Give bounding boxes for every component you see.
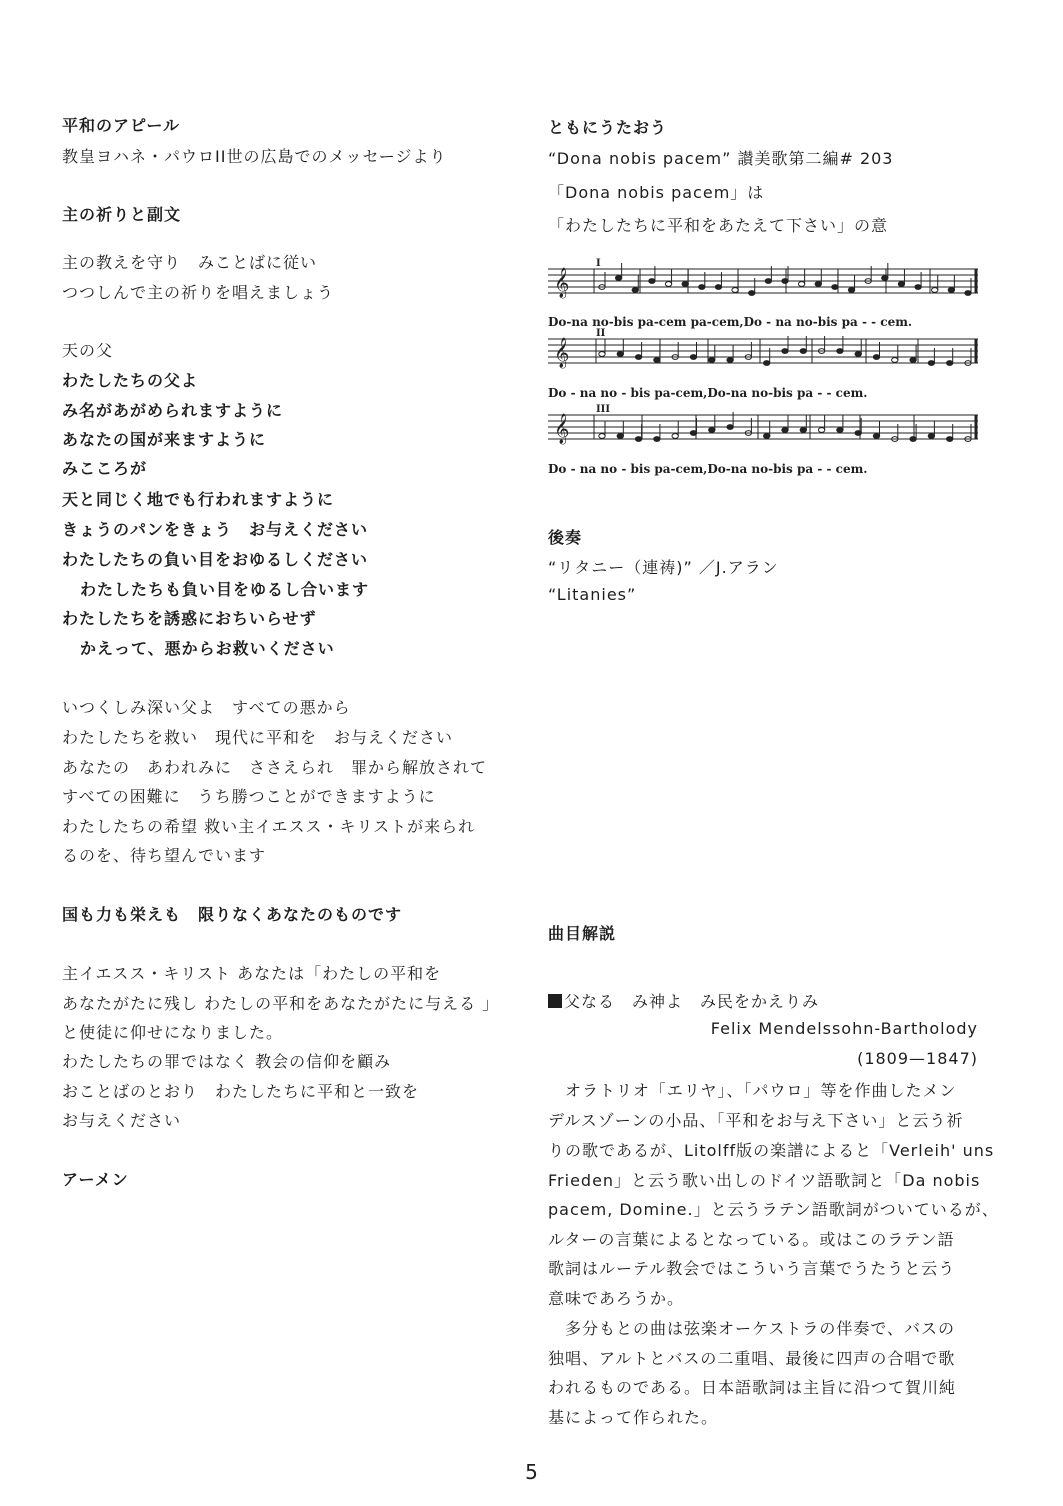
note-head xyxy=(800,349,806,354)
amen: アーメン xyxy=(62,1170,129,1189)
peace-prayer-line: と使徒に仰せになりました。 xyxy=(62,1023,284,1042)
notes-title: 曲目解説 xyxy=(548,924,617,943)
note-head xyxy=(947,437,953,442)
description-line: オラトリオ「エリヤ」、「パウロ」等を作曲したメン xyxy=(548,1081,957,1100)
description-line: われるものである。日本語歌詞は主旨に沿つて賀川純 xyxy=(548,1378,957,1397)
postlude-piece: “リタニー（連祷)” ／J.アラン xyxy=(548,558,779,577)
description-line: りの歌であるが、Litolff版の楽譜によると「Verleih' uns xyxy=(548,1141,995,1160)
note-head xyxy=(800,428,806,433)
note-head xyxy=(782,279,788,284)
note-head xyxy=(855,431,861,436)
prayer-title: 主の祈りと副文 xyxy=(62,205,182,224)
note-head xyxy=(932,288,938,293)
piece-title xyxy=(548,989,819,1012)
note-head xyxy=(690,355,696,360)
composer: Felix Mendelssohn-Bartholody xyxy=(710,1019,978,1038)
description-line: 基によって作られた。 xyxy=(548,1408,719,1427)
note-head xyxy=(632,288,638,293)
note-head xyxy=(837,349,843,354)
description-line: デルスゾーンの小品、「平和をお与え下さい」と云う祈 xyxy=(548,1111,964,1130)
note-head xyxy=(732,288,738,293)
sing-title: ともにうたおう xyxy=(548,118,668,137)
prayer-line: みこころが xyxy=(62,459,148,478)
hymn-reference: “Dona nobis pacem” 讃美歌第二編# 203 xyxy=(548,149,894,168)
piece-title-text: 父なる み神よ み民をかえりみ xyxy=(564,992,820,1011)
note-head xyxy=(782,349,788,354)
score-lyric-line: Do - na no - bis pa-cem,Do-na no-bis pa - - cem. xyxy=(548,386,868,400)
description-line: ルターの言葉によるとなっている。或はこのラテン語 xyxy=(548,1230,955,1249)
note-head xyxy=(948,288,954,293)
peace-prayer-line: おことばのとおり わたしたちに平和と一致を xyxy=(62,1082,420,1101)
embolism-line: わたしたちを救い 現代に平和を お与えください xyxy=(62,728,454,747)
score-lyric-line: Do - na no - bis pa-cem,Do-na no-bis pa - - cem. xyxy=(548,462,868,476)
note-head xyxy=(798,282,804,287)
description-line: 歌詞はルーテル教会ではこういう言葉でうたうと云う xyxy=(548,1259,956,1278)
note-head xyxy=(873,434,879,439)
prayer-intro-line: 主の教えを守り みことばに従い xyxy=(62,253,318,272)
note-head xyxy=(965,291,971,296)
peace-prayer-line: お与えください xyxy=(62,1111,182,1130)
description-line: 意味であろうか。 xyxy=(548,1289,685,1308)
hymn-title-note: 「Dona nobis pacem」は xyxy=(548,183,765,202)
note-head xyxy=(782,428,788,433)
note-head xyxy=(672,434,678,439)
postlude-piece-latin: “Litanies” xyxy=(548,585,637,604)
note-head xyxy=(882,276,888,281)
description-line: pacem, Domine.」と云うラテン語歌詞がついているが、 xyxy=(548,1200,999,1219)
embolism-line: わたしたちの希望 救い主イエスス・キリストが来られ xyxy=(62,817,476,836)
note-head xyxy=(709,358,715,363)
prayer-line: わたしたちの父よ xyxy=(62,371,199,390)
treble-clef-icon: 𝄞 xyxy=(554,414,570,444)
note-head xyxy=(910,437,916,442)
note-head xyxy=(635,437,641,442)
note-head xyxy=(837,428,843,433)
note-head xyxy=(615,276,621,281)
note-head xyxy=(832,285,838,290)
part-number: III xyxy=(596,404,611,415)
note-head xyxy=(815,282,821,287)
note-head xyxy=(947,361,953,366)
note-head xyxy=(599,352,605,357)
note-head xyxy=(910,358,916,363)
note-head xyxy=(682,282,688,287)
note-head xyxy=(727,358,733,363)
note-head xyxy=(892,358,898,363)
note-head xyxy=(654,437,660,442)
note-head xyxy=(709,428,715,433)
note-head xyxy=(617,352,623,357)
part-number: II xyxy=(596,328,606,339)
note-head xyxy=(928,434,934,439)
postlude-title: 後奏 xyxy=(548,528,583,547)
prayer-line: かえって、悪からお救いください xyxy=(80,639,335,658)
note-head xyxy=(690,431,696,436)
prayer-line: あなたの国が来ますように xyxy=(62,430,267,449)
appeal-title: 平和のアピール xyxy=(62,116,181,135)
description-line: Frieden」と云う歌い出しのドイツ語歌詞と「Da nobis xyxy=(548,1171,981,1190)
note-head xyxy=(665,282,671,287)
prayer-line: 天と同じく地でも行われますように xyxy=(62,490,335,509)
prayer-line: わたしたちの負い目をおゆるしください xyxy=(62,550,369,569)
peace-prayer-line: わたしたちの罪ではなく 教会の信仰を顧み xyxy=(62,1052,392,1071)
composer-years: (1809—1847) xyxy=(857,1049,978,1068)
note-head xyxy=(749,291,755,296)
description-line: 独唱、アルトとバスの二重唱、最後に四声の合唱で歌 xyxy=(548,1349,956,1368)
note-head xyxy=(715,285,721,290)
treble-clef-icon: 𝄞 xyxy=(554,338,570,368)
staff-notation xyxy=(548,255,980,485)
note-head xyxy=(764,434,770,439)
music-score xyxy=(548,255,980,485)
peace-prayer-line: 主イエスス・キリスト あなたは「わたしの平和を xyxy=(62,964,442,983)
square-bullet-icon xyxy=(548,994,562,1008)
note-head xyxy=(928,361,934,366)
embolism-line: るのを、待ち望んでいます xyxy=(62,846,267,865)
note-head xyxy=(649,279,655,284)
part-number: I xyxy=(596,258,601,269)
prayer-line: み名があがめられますように xyxy=(62,401,284,420)
embolism-line: いつくしみ深い父よ すべての悪から xyxy=(62,698,351,717)
prayer-line: わたしたちも負い目をゆるし合います xyxy=(80,580,370,599)
note-head xyxy=(873,355,879,360)
prayer-line: きょうのパンをきょう お与えください xyxy=(62,520,369,539)
note-head xyxy=(727,425,733,430)
note-head xyxy=(898,282,904,287)
embolism-line: すべての困難に うち勝つことができますように xyxy=(62,787,436,806)
appeal-subtitle: 教皇ヨハネ・パウロII世の広島でのメッセージより xyxy=(62,147,447,166)
note-head xyxy=(855,352,861,357)
note-head xyxy=(635,355,641,360)
note-head xyxy=(699,285,705,290)
prayer-intro-line: つつしんで主の祈りを唱えましょう xyxy=(62,283,335,302)
treble-clef-icon: 𝄞 xyxy=(554,268,570,298)
note-head xyxy=(617,434,623,439)
note-head xyxy=(599,434,605,439)
note-head xyxy=(765,279,771,284)
embolism-line: あなたの あわれみに ささえられ 罪から解放されて xyxy=(62,758,488,777)
note-head xyxy=(818,428,824,433)
note-head xyxy=(848,288,854,293)
score-lyric-line: Do-na no-bis pa-cem pa-cem,Do - na no-bis pa - - cem. xyxy=(548,315,913,329)
doxology: 国も力も栄えも 限りなくあなたのものです xyxy=(62,905,403,924)
note-head xyxy=(654,358,660,363)
description-line: 多分もとの曲は弦楽オーケストラの伴奏で、バスの xyxy=(548,1319,956,1338)
note-head xyxy=(915,285,921,290)
peace-prayer-line: あなたがたに残し わたしの平和をあなたがたに与える 」 xyxy=(62,994,500,1013)
heavenly-father: 天の父 xyxy=(62,341,114,360)
note-head xyxy=(764,361,770,366)
prayer-line: わたしたちを誘惑におちいらせず xyxy=(62,609,317,628)
page-number: 5 xyxy=(525,1460,538,1484)
hymn-meaning: 「わたしたちに平和をあたえて下さい」の意 xyxy=(548,216,889,235)
